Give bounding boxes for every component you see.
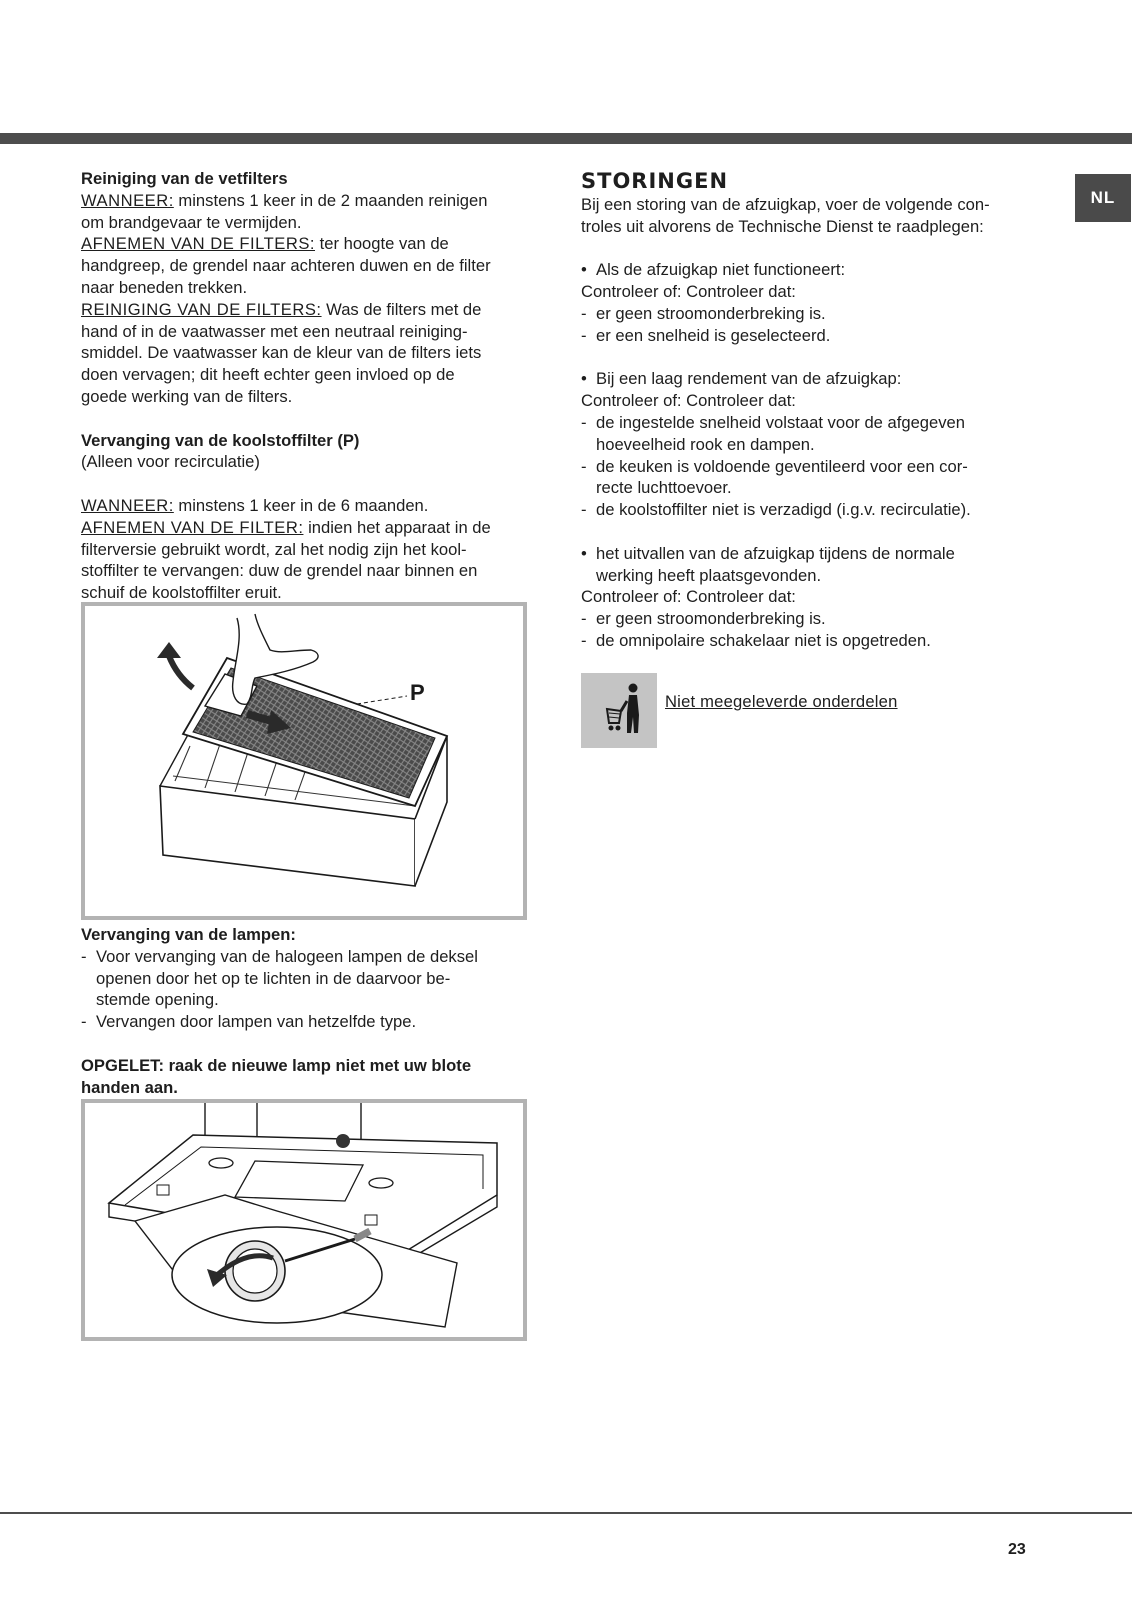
check-item-line: de omnipolaire schakelaar niet is opgetreden. — [596, 630, 931, 650]
list-dash: - — [81, 1012, 87, 1032]
check-item-line: hoeveelheid rook en dampen. — [596, 434, 815, 454]
opgelet-label: OPGELET: — [81, 1055, 164, 1075]
reiniging-text3: smiddel. De vaatwasser kan de kleur van de filters iets — [81, 343, 482, 363]
bullet: • — [581, 369, 587, 389]
list-dash: - — [581, 500, 587, 520]
lamp-item-line: openen door het op te lichten in de daarvoor be- — [96, 968, 451, 988]
lamp-list — [81, 946, 541, 1033]
afnemen-text2: handgreep, de grendel naar achteren duwen en de filter — [81, 256, 491, 276]
lamp-replacement-drawing — [85, 1103, 523, 1337]
check-line: Controleer of: Controleer dat: — [581, 282, 796, 302]
group-heading — [581, 368, 1031, 390]
bullet: • — [581, 543, 587, 563]
check-item-line: er geen stroomonderbreking is. — [596, 303, 826, 323]
lamp-section — [81, 924, 541, 1098]
afnemen-text3: naar beneden trekken. — [81, 277, 248, 297]
kool-afnemen-text2: filterversie gebruikt wordt, zal het nodig zijn het kool- — [81, 539, 467, 559]
kool-wanneer — [81, 495, 541, 517]
vet-wanneer — [81, 190, 541, 212]
note-box — [581, 673, 1031, 748]
reiniging-label: REINIGING VAN DE FILTERS: — [81, 299, 322, 319]
check-item-line: recte luchttoevoer. — [596, 478, 732, 498]
check-line: Controleer of: Controleer dat: — [581, 587, 796, 607]
lamp-item-line: Voor vervanging van de halogeen lampen de deksel — [96, 946, 478, 966]
lamp-replacement-illustration — [81, 1099, 527, 1341]
check-item — [581, 412, 1031, 456]
kool-afnemen-text4: schuif de koolstoffilter eruit. — [81, 583, 282, 603]
group-heading-line: Als de afzuigkap niet functioneert: — [596, 260, 846, 280]
check-item-line: de koolstoffilter niet is verzadigd (i.g.v. recirculatie). — [596, 500, 971, 520]
group-heading — [581, 543, 1031, 587]
lamp-item — [81, 1011, 541, 1033]
list-dash: - — [581, 630, 587, 650]
list-dash: - — [581, 412, 587, 432]
check-item — [581, 499, 1031, 521]
intro-line2: troles uit alvorens de Technische Dienst te raadplegen: — [581, 216, 984, 236]
lamp-item — [81, 946, 541, 1011]
check-item-line: er geen stroomonderbreking is. — [596, 609, 826, 629]
kool-afnemen-text1: indien het apparaat in de — [303, 517, 491, 537]
vet-title: Reiniging van de vetfilters — [81, 169, 288, 188]
check-item — [581, 303, 1031, 325]
afnemen-text1: ter hoogte van de — [315, 234, 449, 254]
list-dash: - — [581, 325, 587, 345]
check-item-line: de keuken is voldoende geventileerd voor een cor- — [596, 456, 968, 476]
footer-rule — [0, 1512, 1132, 1514]
lamp-item-line: stemde opening. — [96, 990, 219, 1010]
header-rule — [0, 133, 1132, 144]
vet-wanneer-label: WANNEER: — [81, 190, 174, 210]
kool-afnemen-label: AFNEMEN VAN DE FILTER: — [81, 517, 304, 537]
reiniging-text4: doen vervagen; dit heeft echter geen invloed op de — [81, 365, 455, 385]
intro-line1: Bij een storing van de afzuigkap, voer de volgende con- — [581, 195, 990, 214]
list-dash: - — [581, 456, 587, 476]
right-column — [581, 168, 1031, 652]
reiniging — [81, 299, 541, 321]
kool-title: Vervanging van de koolstoffilter (P) — [81, 430, 360, 450]
language-tab — [1075, 174, 1131, 222]
page-number: 23 — [1008, 1541, 1026, 1558]
carbon-filter-drawing — [85, 606, 523, 916]
storingen-title: STORINGEN — [581, 169, 729, 193]
reiniging-text1: Was de filters met de — [321, 299, 482, 319]
opgelet-text1: raak de nieuwe lamp niet met uw blote — [163, 1055, 472, 1075]
note-text: Niet meegeleverde onderdelen — [665, 692, 898, 711]
group-heading-line: Bij een laag rendement van de afzuigkap: — [596, 369, 902, 389]
carbon-filter-illustration — [81, 602, 527, 920]
reiniging-text2: hand of in de vaatwasser met een neutraal reiniging- — [81, 321, 468, 341]
shopping-cart-icon — [581, 673, 657, 748]
kool-wanneer-text: minstens 1 keer in de 6 maanden. — [173, 495, 429, 515]
check-item — [581, 608, 1031, 630]
bullet: • — [581, 260, 587, 280]
list-dash: - — [81, 946, 87, 966]
list-dash: - — [581, 303, 587, 323]
afnemen — [81, 233, 541, 255]
vet-wanneer-text1: minstens 1 keer in de 2 maanden reinigen — [173, 190, 488, 210]
kool-afnemen — [81, 517, 541, 539]
troubleshooting-groups — [581, 238, 1031, 652]
group-heading — [581, 259, 1031, 281]
check-line: Controleer of: Controleer dat: — [581, 391, 796, 411]
check-item-line: er een snelheid is geselecteerd. — [596, 325, 831, 345]
kool-sub: (Alleen voor recirculatie) — [81, 452, 260, 472]
lamp-title: Vervanging van de lampen: — [81, 925, 296, 944]
opgelet — [81, 1055, 541, 1077]
afnemen-label: AFNEMEN VAN DE FILTERS: — [81, 234, 316, 254]
reiniging-text5: goede werking van de filters. — [81, 386, 293, 406]
opgelet-text2: handen aan. — [81, 1077, 178, 1097]
check-item — [581, 456, 1031, 500]
kool-wanneer-label: WANNEER: — [81, 495, 174, 515]
vet-wanneer-text2: om brandgevaar te vermijden. — [81, 212, 302, 232]
check-item-line: de ingestelde snelheid volstaat voor de afgegeven — [596, 412, 966, 432]
group-heading-line: het uitvallen van de afzuigkap tijdens de normale — [596, 543, 955, 563]
lamp-item-line: Vervangen door lampen van hetzelfde type. — [96, 1012, 417, 1032]
check-item — [581, 325, 1031, 347]
check-item — [581, 630, 1031, 652]
left-column — [81, 168, 541, 604]
shopping-cart-panel — [581, 673, 657, 748]
list-dash: - — [581, 609, 587, 629]
filter-label-p: P — [410, 680, 425, 705]
group-heading-line: werking heeft plaatsgevonden. — [596, 565, 822, 585]
language-tab-label: NL — [1090, 188, 1116, 207]
kool-afnemen-text3: stoffilter te vervangen: duw de grendel naar binnen en — [81, 561, 478, 581]
